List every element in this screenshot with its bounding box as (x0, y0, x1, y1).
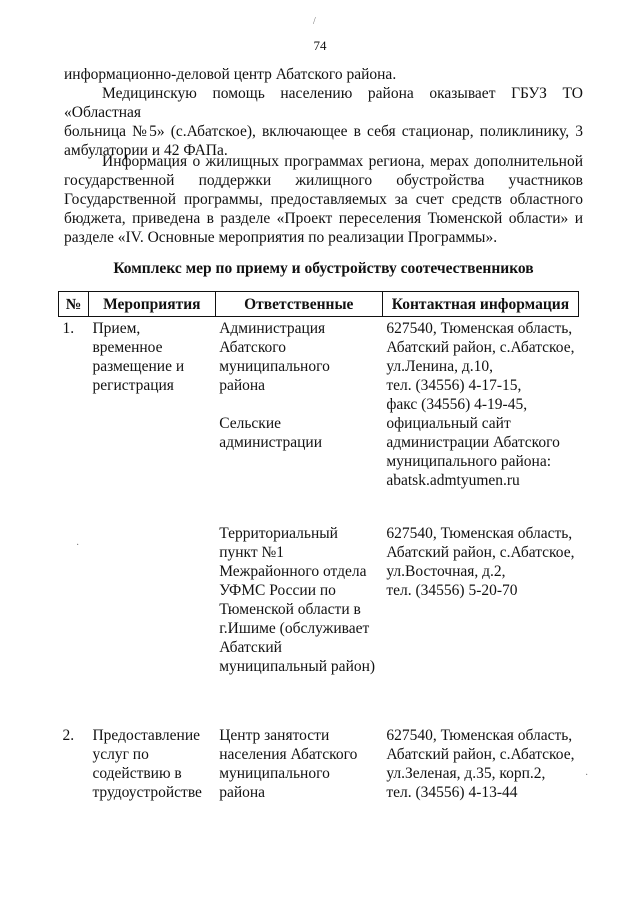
cell-line: Предоставление (92, 727, 201, 744)
cell-line: ул.Зеленая, д.35, корп.2, (386, 765, 546, 782)
contact-cell (382, 317, 578, 493)
cell-line: муниципального района: (386, 453, 552, 470)
row-number: 1. (62, 320, 75, 337)
cell-line: ул.Ленина, д.10, (386, 358, 493, 375)
column-header-responsible: Ответственные (215, 292, 382, 317)
cell-line: 627540, Тюменская область, (386, 320, 573, 337)
event-cell (88, 724, 215, 804)
cell-line: Абатский район, с.Абатское, (386, 339, 575, 356)
cell-line: муниципальный район) (219, 658, 376, 675)
cell-line: района (219, 784, 266, 801)
table-row (59, 522, 579, 678)
responsible-cell (215, 724, 382, 804)
cell-line: трудоустройстве (92, 784, 202, 801)
scan-mark: / (313, 16, 316, 27)
paragraph-line: Медицинскую помощь населению района оказывает ГБУЗ ТО «Областная (64, 85, 583, 121)
contact-cell (382, 522, 578, 678)
cell-line: 627540, Тюменская область, (386, 727, 573, 744)
cell-line: Абатский район, с.Абатское, (386, 746, 575, 763)
cell-line: факс (34556) 4-19-45, (386, 396, 528, 413)
cell-line: администрации Абатского (386, 434, 560, 451)
table-row (59, 317, 579, 493)
cell-line: Абатский район, с.Абатское, (386, 544, 575, 561)
cell-line: тел. (34556) 5-20-70 (386, 582, 518, 599)
paragraph-line: Государственной программы, предоставляемых за счет средств областного (64, 191, 583, 208)
paragraph-housing (64, 152, 583, 247)
event-cell (88, 317, 215, 493)
paragraph-line: разделе «IV. Основные мероприятия по реализации Программы». (64, 229, 498, 246)
paragraph-medical (64, 65, 583, 160)
cell-line: администрации (219, 434, 323, 451)
paragraph-line: бюджета, приведена в разделе «Проект переселения Тюменской области» и (64, 210, 583, 227)
cell-line: Прием, (92, 320, 141, 337)
table-title: Комплекс мер по приему и обустройству соотечественников (113, 260, 534, 277)
cell-line: регистрация (92, 377, 174, 394)
contact-cell (382, 724, 578, 804)
scan-mark: · (76, 540, 80, 551)
column-header-contacts: Контактная информация (382, 292, 578, 317)
paragraph-line: больница №5» (с.Абатское), включающее в себя стационар, поликлинику, 3 (64, 123, 583, 140)
cell-line: ул.Восточная, д.2, (386, 563, 506, 580)
cell-line: содействию в (92, 765, 182, 782)
cell-line: Межрайонного отдела (219, 563, 367, 580)
cell-line: района (219, 377, 266, 394)
cell-line: муниципального (219, 358, 330, 375)
cell-line: официальный сайт (386, 415, 511, 432)
cell-line: услуг по (92, 746, 149, 763)
cell-line: размещение и (92, 358, 185, 375)
cell-line: Тюменской области в (219, 601, 361, 618)
paragraph-line: Информация о жилищных программах региона, мерах дополнительной (102, 153, 583, 170)
website-text: abatsk.admtyumen.ru (386, 472, 520, 489)
cell-line: УФМС России по (219, 582, 336, 599)
cell-line: Сельские (219, 415, 281, 432)
table-row (59, 724, 579, 804)
column-header-number: № (59, 292, 89, 317)
responsible-cell (215, 317, 382, 493)
cell-line: населения Абатского (219, 746, 358, 763)
cell-line: Центр занятости (219, 727, 330, 744)
scan-mark: · (585, 770, 589, 781)
paragraph-line: государственной поддержки жилищного обустройства участников (64, 172, 583, 189)
paragraph-line: амбулатории и 42 ФАПа. (64, 142, 228, 159)
cell-line: г.Ишиме (обслуживает (219, 620, 370, 637)
column-header-events: Мероприятия (88, 292, 215, 317)
cell-line: 627540, Тюменская область, (386, 525, 573, 542)
cell-line: Администрация (219, 320, 326, 337)
responsible-cell (215, 522, 382, 678)
row-number: 2. (62, 727, 75, 744)
cell-line: тел. (34556) 4-13-44 (386, 784, 518, 801)
cell-line: Абатского (219, 339, 287, 356)
paragraph-line: информационно-деловой центр Абатского района. (64, 66, 397, 83)
cell-line: временное (92, 339, 163, 356)
cell-line: тел. (34556) 4-17-15, (386, 377, 522, 394)
measures-table (58, 291, 579, 804)
cell-line: Территориальный (219, 525, 338, 542)
table-header-row (59, 292, 579, 317)
page-number: 74 (313, 38, 327, 53)
cell-line: муниципального (219, 765, 330, 782)
cell-line: пункт №1 (219, 544, 285, 561)
cell-line: Абатский (219, 639, 282, 656)
